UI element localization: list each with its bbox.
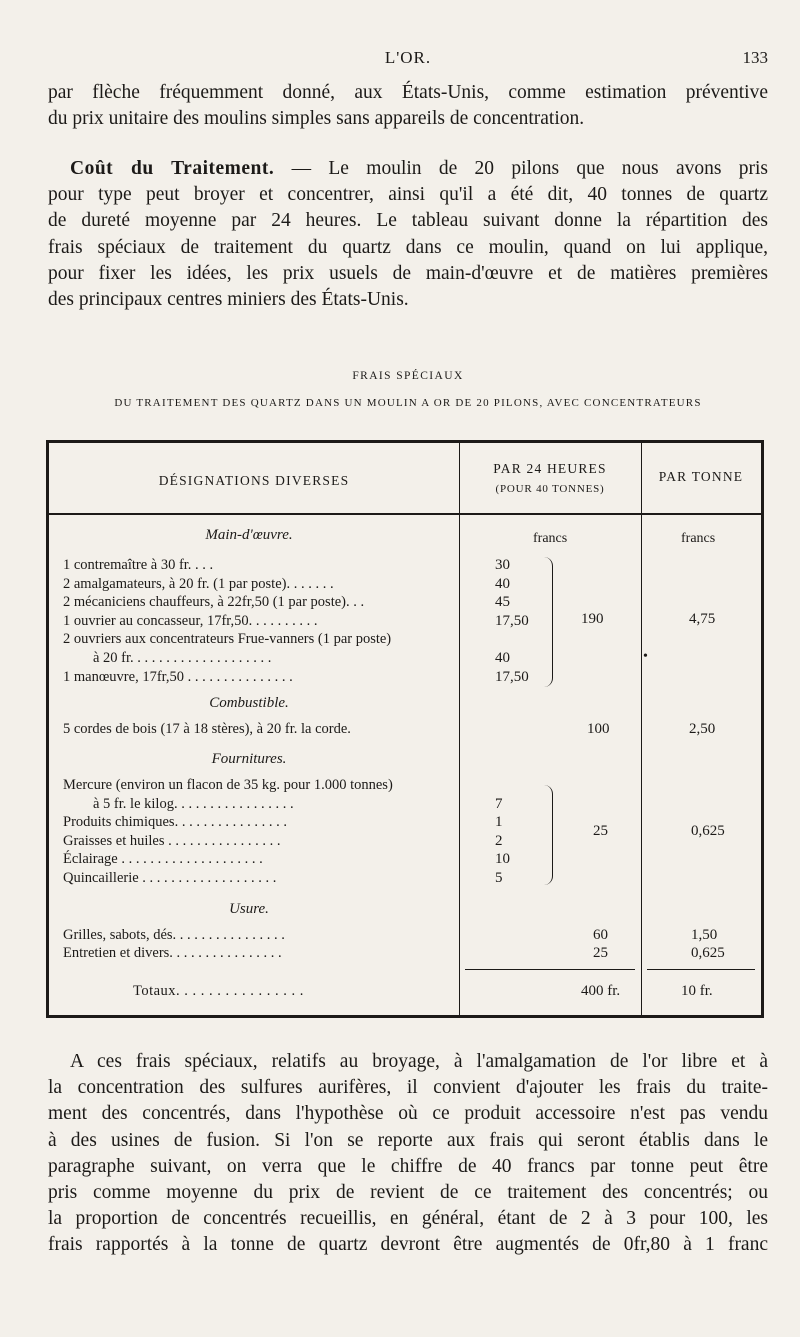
table-caption-subtitle: DU TRAITEMENT DES QUARTZ DANS UN MOULIN A OR DE 20 PILONS, AVEC CONCENTRATEURS: [114, 397, 702, 409]
usure-par24: 25: [593, 945, 608, 961]
unit-par24: francs: [533, 531, 568, 546]
fournitures-row-value: 5: [495, 870, 503, 886]
text-line: ment des concentrés, dans l'hypothèse où ce produit accessoire n'est pas vendu: [48, 1103, 768, 1125]
main-oeuvre-row-value: 40: [495, 575, 510, 592]
main-oeuvre-row-label: 1 contremaître à 30 fr. . . .: [63, 557, 214, 573]
section-usure: Usure.: [229, 901, 269, 917]
usure-row-label: Entretien et divers. . . . . . . . . . . . . . . .: [63, 945, 282, 961]
main-oeuvre-row-value: 17,50: [495, 612, 529, 629]
text-line: pour type peut broyer et concentrer, ainsi qu'il a été dit, 40 tonnes de quartz: [48, 184, 768, 206]
totals-par24: 400 fr.: [581, 983, 621, 999]
text-fragment: — Le moulin de 20 pilons que nous avons pris: [274, 158, 768, 179]
cost-paragraph: [48, 156, 768, 313]
table-caption-title: FRAIS SPÉCIAUX: [352, 370, 464, 382]
main-oeuvre-row-label: 2 mécaniciens chauffeurs, à 22fr,50 (1 par poste). . .: [63, 594, 365, 611]
combustible-par24: 100: [587, 721, 610, 737]
fournitures-row-value: 2: [495, 832, 503, 849]
fournitures-row-label: Mercure (environ un flacon de 35 kg. pour 1.000 tonnes): [63, 777, 393, 793]
main-oeuvre-row-value: 17,50: [495, 668, 529, 685]
combustible-row-label: 5 cordes de bois (17 à 18 stères), à 20 fr. la corde.: [63, 721, 351, 737]
cost-table: [46, 440, 764, 1018]
main-oeuvre-row-value: 45: [495, 594, 510, 611]
section-heading: Coût du Traitement.: [70, 158, 275, 179]
main-oeuvre-row-label: 2 ouvriers aux concentrateurs Frue-vanners (1 par poste): [63, 631, 392, 648]
totals-par-tonne: 10 fr.: [681, 983, 713, 999]
main-oeuvre-row-label: à 20 fr. . . . . . . . . . . . . . . . . . . .: [93, 650, 272, 666]
totals-rule: [647, 969, 755, 970]
combustible-par-tonne: 2,50: [689, 721, 716, 737]
fournitures-row-label: Produits chimiques. . . . . . . . . . . . . . . .: [63, 814, 287, 831]
text-line: pour fixer les idées, les prix usuels de main-d'œuvre et de matières premières: [48, 262, 768, 284]
text-line: la concentration des sulfures aurifères, il convient d'ajouter les frais du traite-: [48, 1077, 768, 1099]
text-line: paragraphe suivant, on verra que le chiffre de 40 francs par tonne peut être: [48, 1155, 768, 1177]
fournitures-row-value: 1: [495, 814, 503, 831]
main-oeuvre-total-par24: 190: [581, 611, 604, 627]
section-fournitures: Fournitures.: [211, 751, 287, 767]
running-title: L'OR.: [384, 48, 432, 67]
usure-par24: 60: [593, 927, 608, 943]
text-line: de dureté moyenne par 24 heures. Le tableau suivant donne la répartition des: [48, 210, 768, 232]
text-line: frais spéciaux de traitement du quartz dans ce moulin, quand on lui applique,: [48, 236, 768, 258]
page-number: 133: [742, 48, 768, 67]
text-line: par flèche fréquemment donné, aux États-Unis, comme estimation préventive: [48, 82, 768, 103]
fournitures-row-label: à 5 fr. le kilog. . . . . . . . . . . . . . . . .: [93, 795, 294, 812]
fournitures-row-value: 7: [495, 795, 503, 812]
fournitures-row-label: Quincaillerie . . . . . . . . . . . . . . . . . . .: [63, 870, 277, 886]
text-line: la proportion de concentrés recueillis, en général, étant de 2 à 3 pour 100, les: [48, 1208, 768, 1230]
usure-row-label: Grilles, sabots, dés. . . . . . . . . . . . . . . .: [63, 927, 285, 943]
column-divider: [459, 443, 460, 1015]
header-par24-sub: (POUR 40 TONNES): [495, 483, 605, 495]
usure-par-tonne: 0,625: [691, 945, 725, 961]
stray-mark: •: [643, 649, 648, 664]
intro-paragraph: [48, 80, 768, 132]
fournitures-total-par-tonne: 0,625: [691, 823, 725, 839]
fournitures-row-value: 10: [495, 851, 510, 868]
totals-label: Totaux. . . . . . . . . . . . . . . .: [133, 983, 304, 999]
header-par24: PAR 24 HEURES: [493, 461, 607, 476]
header-divider: [49, 513, 761, 515]
closing-paragraph: [48, 1049, 768, 1259]
main-oeuvre-row-label: 2 amalgamateurs, à 20 fr. (1 par poste). . . . . . .: [63, 575, 334, 592]
text-line: [48, 156, 768, 182]
text-line: pris comme moyenne du prix de revient de ce traitement des concentrés; ou: [48, 1181, 768, 1203]
main-oeuvre-row-label: 1 manœuvre, 17fr,50 . . . . . . . . . . . . . . .: [63, 668, 293, 685]
section-combustible: Combustible.: [209, 695, 289, 711]
column-divider: [641, 443, 642, 1015]
totals-rule: [465, 969, 635, 970]
main-oeuvre-total-par-tonne: 4,75: [689, 611, 716, 627]
main-oeuvre-row-value: 30: [495, 557, 510, 573]
section-main-oeuvre: Main-d'œuvre.: [205, 527, 293, 543]
unit-par-tonne: francs: [681, 531, 716, 546]
text-line: du prix unitaire des moulins simples sans appareils de concentration.: [48, 108, 585, 130]
usure-par-tonne: 1,50: [691, 927, 718, 943]
fournitures-row-label: Graisses et huiles . . . . . . . . . . . . . . . .: [63, 832, 281, 849]
fournitures-row-label: Éclairage . . . . . . . . . . . . . . . . . . . .: [63, 851, 263, 868]
main-oeuvre-row-value: 40: [495, 650, 510, 666]
header-designations: DÉSIGNATIONS DIVERSES: [158, 473, 350, 488]
page-header: [48, 48, 768, 74]
text-line: à des usines de fusion. Si l'on se reporte aux frais qui seront établis dans le: [48, 1129, 768, 1151]
main-oeuvre-row-label: 1 ouvrier au concasseur, 17fr,50. . . . . . . . . .: [63, 612, 318, 629]
text-line: frais rapportés à la tonne de quartz devront être augmentés de 0fr,80 à 1 franc: [48, 1234, 768, 1256]
brace: [544, 557, 553, 687]
text-line: des principaux centres miniers des États-Unis.: [48, 288, 409, 310]
text-line: A ces frais spéciaux, relatifs au broyage, à l'amalgamation de l'or libre et à: [70, 1051, 768, 1072]
fournitures-total-par24: 25: [593, 823, 608, 839]
brace: [544, 785, 553, 885]
header-par-tonne: PAR TONNE: [658, 469, 744, 484]
